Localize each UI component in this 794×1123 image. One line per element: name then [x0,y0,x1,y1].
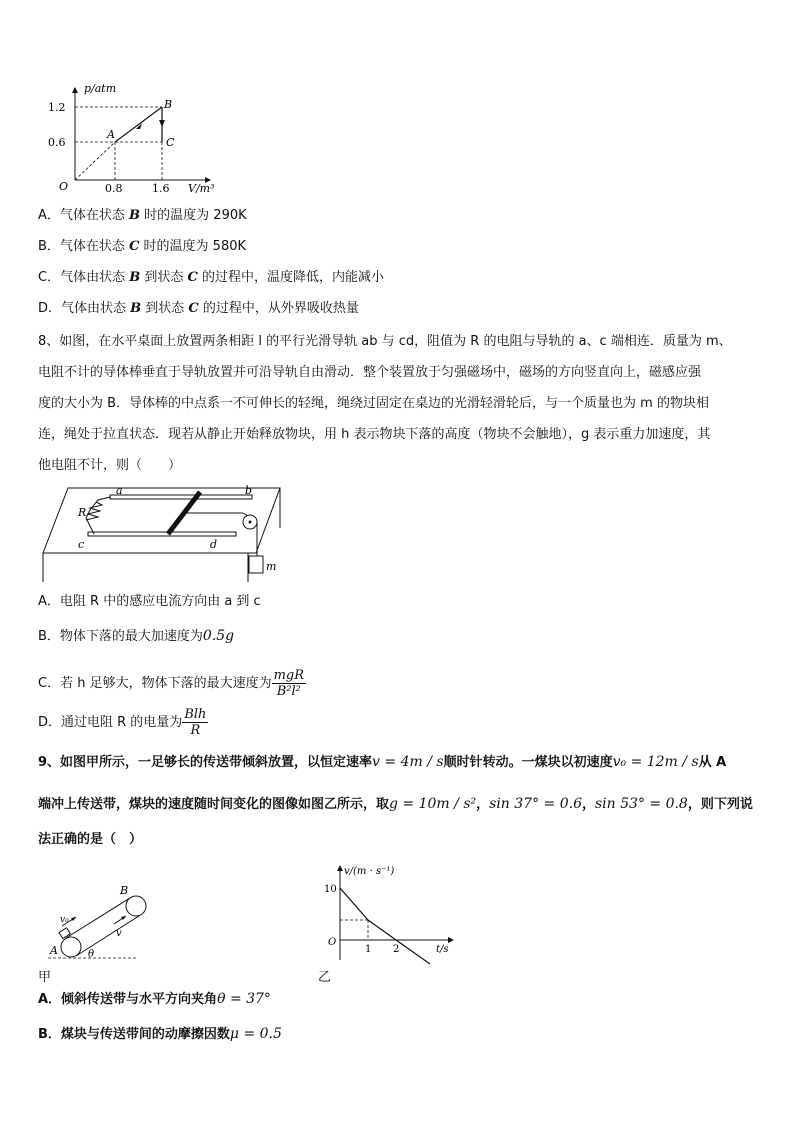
label-a: a [116,484,123,497]
fig-yi-caption: 乙 [318,970,332,985]
roller-a [61,937,81,957]
pv-y-tick-1: 1.2 [48,101,66,114]
q8-line-2: 电阻不计的导体棒垂直于导轨放置并可沿导轨自由滑动．整个装置放于匀强磁场中，磁场的方向竖直向上，磁感应强 [38,365,702,380]
vt-origin: O [328,937,337,948]
vt-y-tick-10: 10 [324,884,337,895]
pv-x-label: V/m³ [188,182,215,195]
pv-graph [40,80,230,195]
label-v0: v₀ [60,915,69,925]
pv-point-a: A [107,128,115,141]
pv-point-b: B [164,98,173,111]
pv-y-tick-2: 0.6 [48,136,66,149]
label-r: R [78,506,87,519]
q7-option-b[interactable]: B．气体在状态 C 时的温度为 580K [38,239,247,254]
rail-ab [110,495,252,499]
q8-line-3: 度的大小为 B．导体棒的中点系一不可伸长的轻绳，绳绕过固定在桌边的光滑轻滑轮后，与一个质量也为 m 的物块相 [38,396,709,411]
q8-option-a[interactable]: A．电阻 R 中的感应电流方向由 a 到 c [38,594,261,609]
q9-option-b[interactable]: B．煤块与传送带间的动摩擦因数μ = 0.5 [38,1026,282,1042]
label-d: d [210,538,218,551]
vt-y-label: v/(m · s⁻¹) [344,866,395,877]
label-c: c [78,538,85,551]
label-belt-b: B [120,884,129,897]
q8-line-4: 连，绳处于拉直状态．现若从静止开始释放物块，用 h 表示物块下落的高度（物块不会触地），g 表示重力加速度，其 [38,427,711,442]
q8-line-1: 8、如图，在水平桌面上放置两条相距 l 的平行光滑导轨 ab 与 cd，阻值为 R 的电阻与导轨的 a、c 端相连．质量为 m、 [38,334,732,349]
q7-option-c[interactable]: C．气体由状态 B 到状态 C 的过程中，温度降低，内能减小 [38,270,384,285]
q8-line-5: 他电阻不计，则（ ） [38,458,182,473]
pv-origin: O [59,180,69,193]
q7-option-d[interactable]: D．气体由状态 B 到状态 C 的过程中，从外界吸收热量 [38,301,359,316]
pv-y-label: p/atm [84,82,117,95]
q8-d-fraction: $\frac{\text{Blh}}{R}$ [184,707,207,738]
label-theta: θ [88,949,95,960]
q9-line-1: 9、如图甲所示，一足够长的传送带倾斜放置，以恒定速率v = 4m / s顺时针转动。一煤块以初速度v₀ = 12m / s从 A [38,754,727,770]
pv-point-c: C [166,136,175,149]
q7-option-a[interactable]: A．气体在状态 B 时的温度为 290K [38,208,247,223]
label-b: b [245,484,253,497]
q9-vt-graph [318,860,463,970]
q9-conveyor-figure [38,880,168,980]
q9-line-3: 法正确的是（ ） [38,832,143,847]
label-m: m [266,560,277,573]
q8-option-c[interactable]: C．若 h 足够大，物体下落的最大速度为 $\frac{\text{mgR}}{\text{B²l²}}$ [38,668,305,699]
q8-rail-figure [38,478,288,584]
mass-block [249,556,263,573]
roller-b [126,896,146,916]
pv-x-tick-2: 1.6 [152,182,170,195]
q9-option-a[interactable]: A．倾斜传送带与水平方向夹角θ = 37° [38,991,271,1007]
q8-option-d[interactable]: D．通过电阻 R 的电量为 $\frac{\text{Blh}}{R}$ [38,707,207,738]
vt-x-tick-1: 1 [365,944,372,955]
label-v: v [116,928,122,939]
q9-line-2: 端冲上传送带，煤块的速度随时间变化的图像如图乙所示，取g = 10m / s²，sin 37° = 0.6，sin 53° = 0.8，则下列说 [38,796,753,812]
label-belt-a: A [50,944,58,957]
vt-x-tick-2: 2 [393,944,400,955]
pv-x-tick-1: 0.8 [105,182,123,195]
pv-process-ab [115,107,162,142]
q8-c-fraction: $\frac{\text{mgR}}{\text{B²l²}}$ [273,668,305,699]
fig-jia-caption: 甲 [38,970,52,985]
rail-cd [88,532,236,536]
vt-x-label: t/s [436,944,449,955]
q8-option-b[interactable]: B．物体下落的最大加速度为0.5g [38,628,235,644]
vt-line [340,888,430,964]
